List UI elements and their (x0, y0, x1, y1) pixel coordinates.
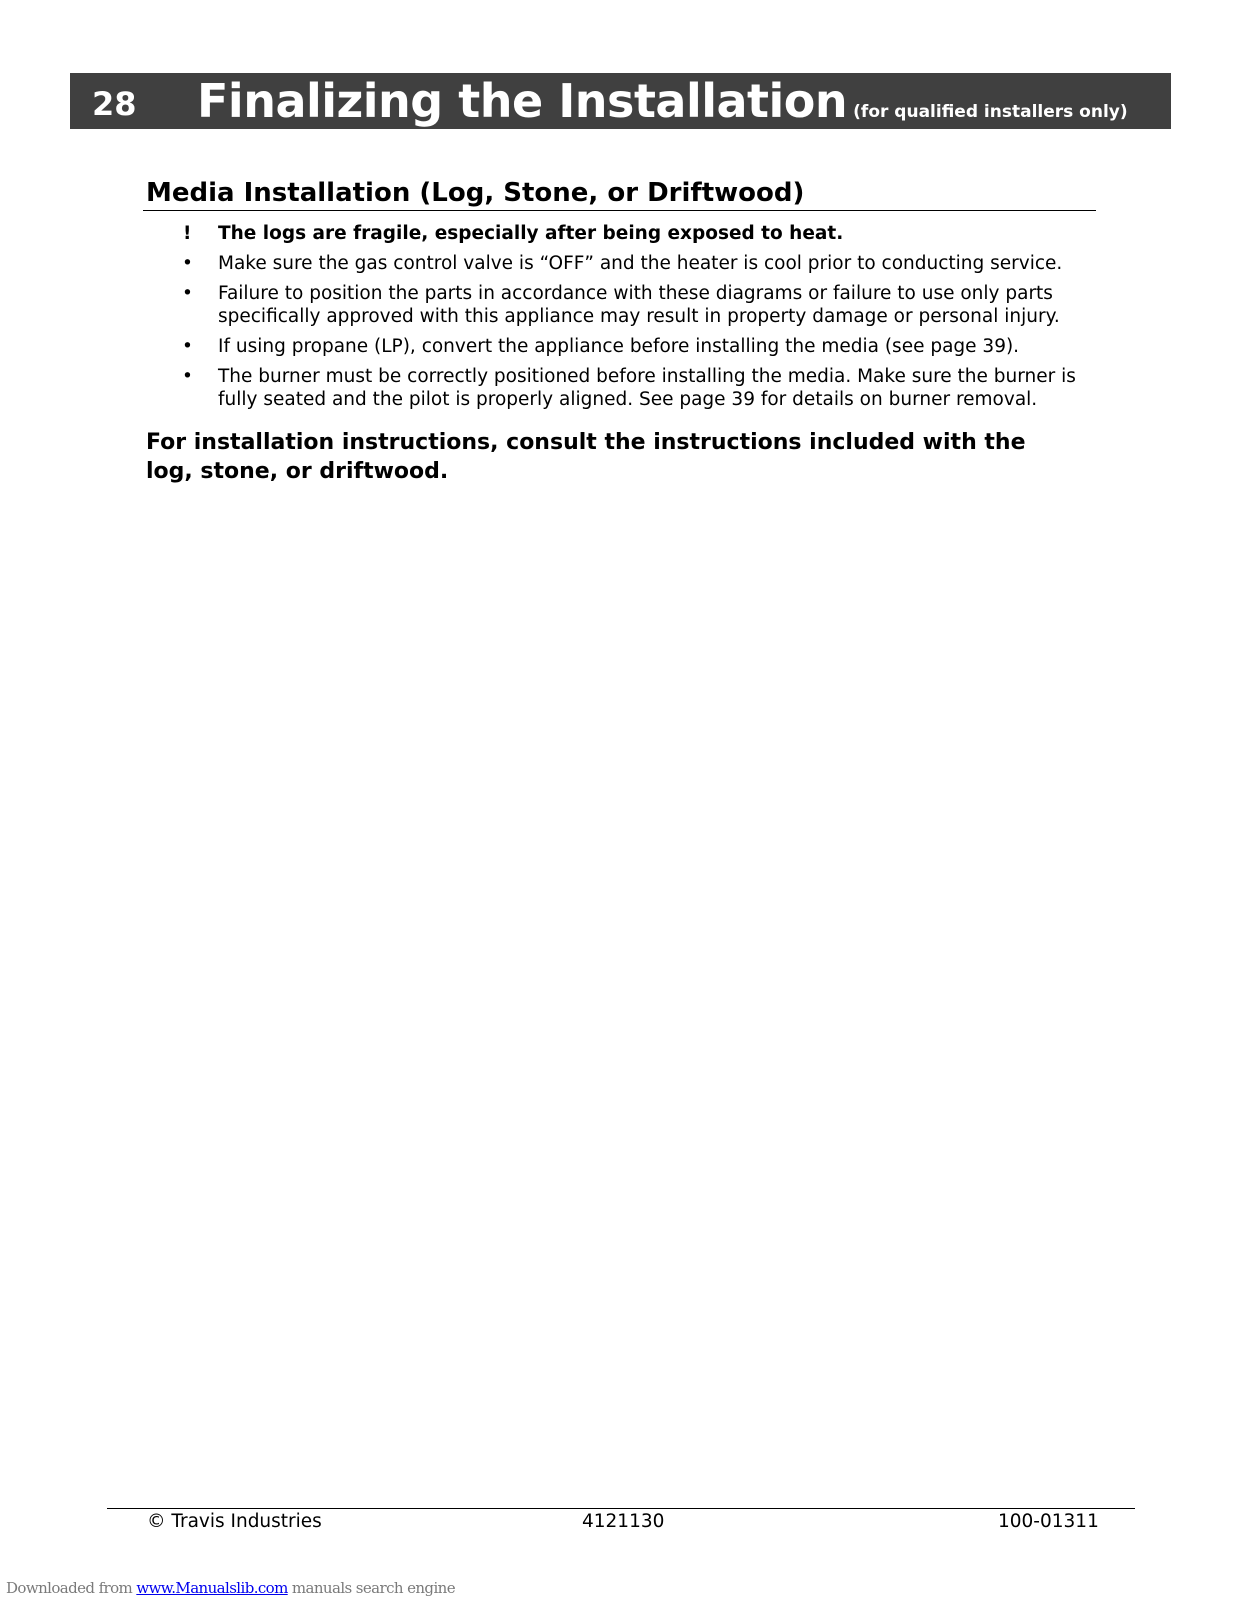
list-item (180, 365, 1100, 411)
list-item-text: The burner must be correctly positioned before installing the media. Make sure the burner is fully seated and the pilot is properly aligned. See page 39 for details on burner removal. (218, 366, 1076, 410)
section-divider (143, 210, 1096, 211)
precaution-list (180, 222, 1100, 418)
list-item (180, 252, 1100, 275)
section-title: Media Installation (Log, Stone, or Driftwood) (146, 178, 805, 208)
download-suffix: manuals search engine (287, 1579, 455, 1597)
footer-document-number: 4121130 (582, 1511, 665, 1532)
chapter-title-subtitle: (for qualified installers only) (853, 102, 1128, 122)
bullet-icon: • (182, 336, 193, 357)
footer-copyright: © Travis Industries (147, 1511, 322, 1532)
footer-part-number: 100-01311 (998, 1511, 1099, 1532)
list-item-text: If using propane (LP), convert the appliance before installing the media (see page 39). (218, 336, 1020, 357)
chapter-header-bar (70, 73, 1171, 129)
list-item-warning (180, 222, 1100, 245)
list-item-text: Make sure the gas control valve is “OFF” and the heater is cool prior to conducting service. (218, 253, 1063, 274)
list-item (180, 282, 1100, 328)
bullet-icon: • (182, 283, 193, 304)
manualslib-link[interactable]: www.Manualslib.com (136, 1579, 288, 1597)
installation-note: For installation instructions, consult the instructions included with the log, stone, or driftwood. (146, 430, 1026, 484)
warning-icon: ! (183, 223, 192, 244)
list-item-text: Failure to position the parts in accordance with these diagrams or failure to use only parts specifically approved with this appliance may result in property damage or personal injury. (218, 283, 1060, 327)
download-attribution (6, 1578, 455, 1598)
footer-divider (107, 1508, 1135, 1509)
list-item (180, 335, 1100, 358)
bullet-icon: • (182, 366, 193, 387)
page-number: 28 (92, 85, 137, 123)
chapter-title (197, 73, 1128, 140)
list-item-text: The logs are fragile, especially after being exposed to heat. (218, 223, 844, 244)
chapter-title-main: Finalizing the Installation (197, 74, 848, 128)
download-prefix: Downloaded from (6, 1579, 137, 1597)
bullet-icon: • (182, 253, 193, 274)
